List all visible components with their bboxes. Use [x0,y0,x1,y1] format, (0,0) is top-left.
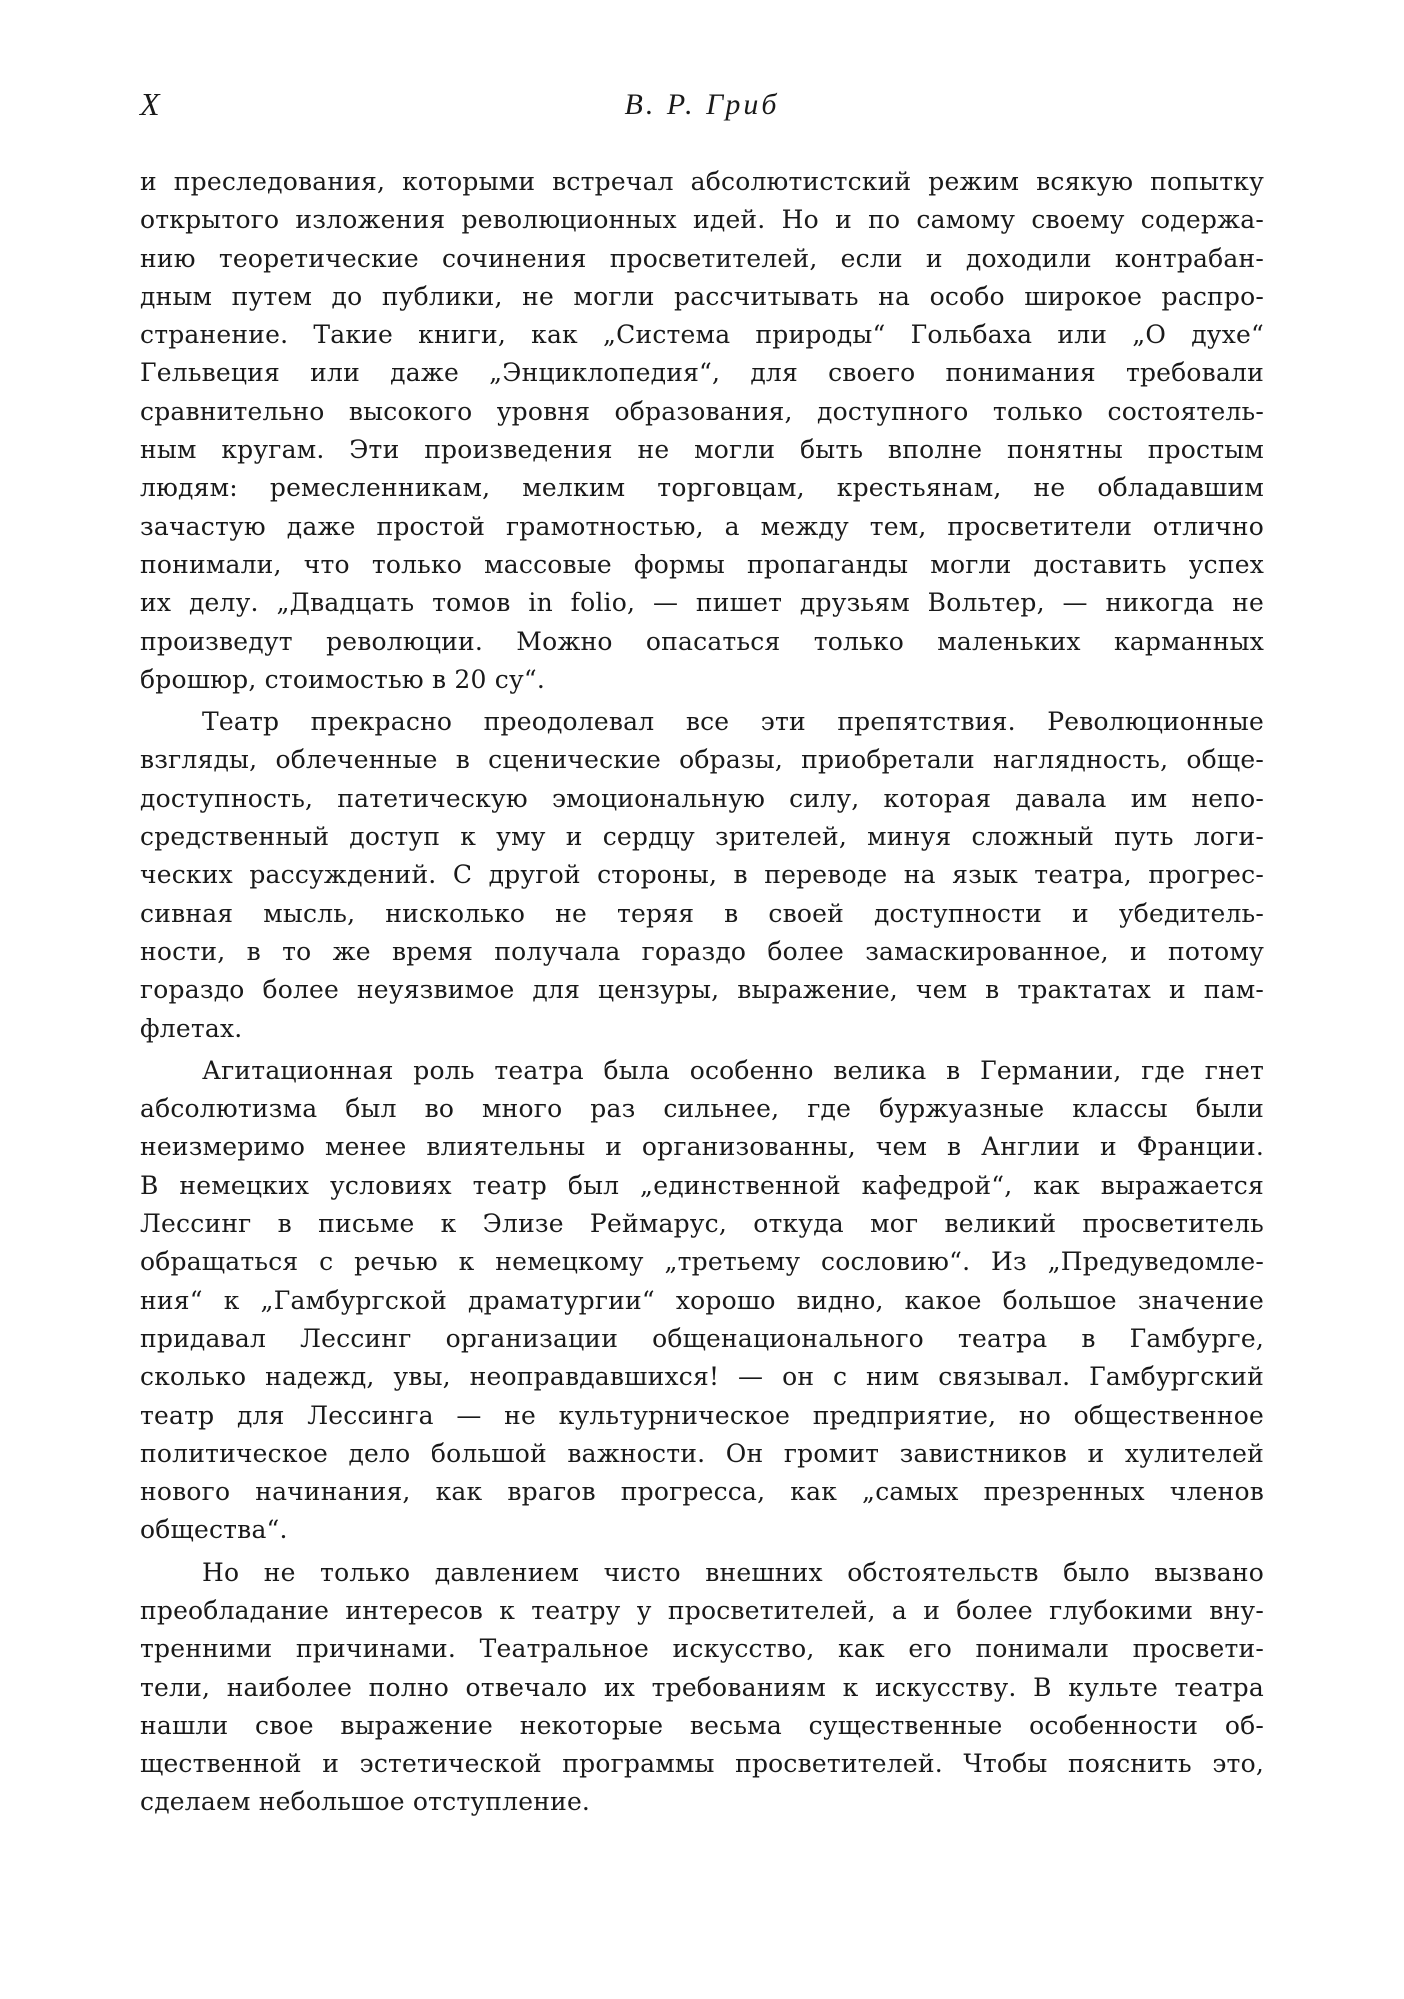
text-line: дным путем до публики, не могли рассчитывать на особо широкое распро- [140,281,1264,311]
text-line: театр для Лессинга — не культурническое предприятие, но общественное [140,1400,1264,1430]
text-line: странение. Такие книги, как „Система природы“ Гольбаха или „О духе“ [140,320,1264,350]
text-line: Гельвеция или даже „Энциклопедия“, для своего понимания требовали [140,358,1264,388]
text-line: произведут революции. Можно опасаться только маленьких карманных [140,626,1264,656]
page-number: X [140,86,160,122]
running-head: В. Р. Гриб [624,88,780,121]
text-line: В немецких условиях театр был „единственной кафедрой“, как выражается [140,1170,1264,1200]
text-line: обращаться с речью к немецкому „третьему сословию“. Из „Предуведомле- [140,1247,1264,1277]
text-line: преобладание интересов к театру у просветителей, а и более глубокими вну- [140,1595,1264,1625]
text-line: Театр прекрасно преодолевал все эти препятствия. Революционные [202,707,1264,737]
text-line: сколько надежд, увы, неоправдавшихся! — он с ним связывал. Гамбургский [140,1362,1264,1392]
text-line: взгляды, облеченные в сценические образы, приобретали наглядность, обще- [140,745,1264,775]
text-line: зачастую даже простой грамотностью, а между тем, просветители отлично [140,511,1264,541]
body-text [140,163,1264,1822]
text-line: тели, наиболее полно отвечало их требованиям к искусству. В культе театра [140,1672,1264,1702]
text-line: Агитационная роль театра была особенно велика в Германии, где гнет [202,1055,1264,1085]
paragraph [140,163,1264,699]
text-line: их делу. „Двадцать томов in folio, — пишет друзьям Вольтер, — никогда не [140,588,1264,618]
text-line: политическое дело большой важности. Он громит завистников и хулителей [140,1438,1264,1468]
text-line: неизмеримо менее влиятельны и организованны, чем в Англии и Франции. [140,1132,1264,1162]
text-line: людям: ремесленникам, мелким торговцам, крестьянам, не обладавшим [140,473,1264,503]
text-line: сравнительно высокого уровня образования, доступного только состоятель- [140,396,1264,426]
text-line: Лессинг в письме к Элизе Реймарус, откуда мог великий просветитель [140,1209,1264,1239]
text-line: понимали, что только массовые формы пропаганды могли доставить успех [140,549,1264,579]
text-line: ным кругам. Эти произведения не могли быть вполне понятны простым [140,435,1264,465]
text-line: и преследования, которыми встречал абсолютистский режим всякую попытку [140,167,1264,196]
text-line: нашли свое выражение некоторые весьма существенные особенности об- [140,1710,1264,1740]
text-line: открытого изложения революционных идей. Но и по самому своему содержа- [140,205,1264,235]
text-line: брошюр, стоимостью в 20 су“. [140,664,546,694]
paragraph [140,1554,1264,1822]
text-line: ности, в то же время получала гораздо более замаскированное, и потому [140,936,1264,966]
text-line: доступность, патетическую эмоциональную силу, которая давала им непо- [140,783,1264,813]
text-line: щественной и эстетической программы просветителей. Чтобы пояснить это, [140,1749,1264,1779]
text-line: общества“. [140,1515,288,1545]
paragraph [140,1052,1264,1550]
text-line: нию теоретические сочинения просветителей, если и доходили контрабан- [140,243,1264,273]
paragraph [140,703,1264,1048]
text-line: гораздо более неуязвимое для цензуры, выражение, чем в трактатах и пам- [140,975,1264,1005]
text-line: флетах. [140,1013,243,1043]
text-line: сделаем небольшое отступление. [140,1787,591,1817]
text-line: абсолютизма был во много раз сильнее, где буржуазные классы были [140,1094,1264,1124]
text-line: придавал Лессинг организации общенационального театра в Гамбурге, [140,1323,1264,1353]
text-line: ния“ к „Гамбургской драматургии“ хорошо видно, какое большое значение [140,1285,1264,1315]
text-line: средственный доступ к уму и сердцу зрителей, минуя сложный путь логи- [140,822,1264,852]
text-line: нового начинания, как врагов прогресса, как „самых презренных членов [140,1477,1264,1507]
text-line: ческих рассуждений. С другой стороны, в переводе на язык театра, прогрес- [140,860,1264,890]
text-line: Но не только давлением чисто внешних обстоятельств было вызвано [202,1557,1264,1587]
text-line: сивная мысль, нисколько не теряя в своей доступности и убедитель- [140,898,1264,928]
page-header [140,86,1264,136]
text-line: тренними причинами. Театральное искусство, как его понимали просвети- [140,1634,1264,1664]
